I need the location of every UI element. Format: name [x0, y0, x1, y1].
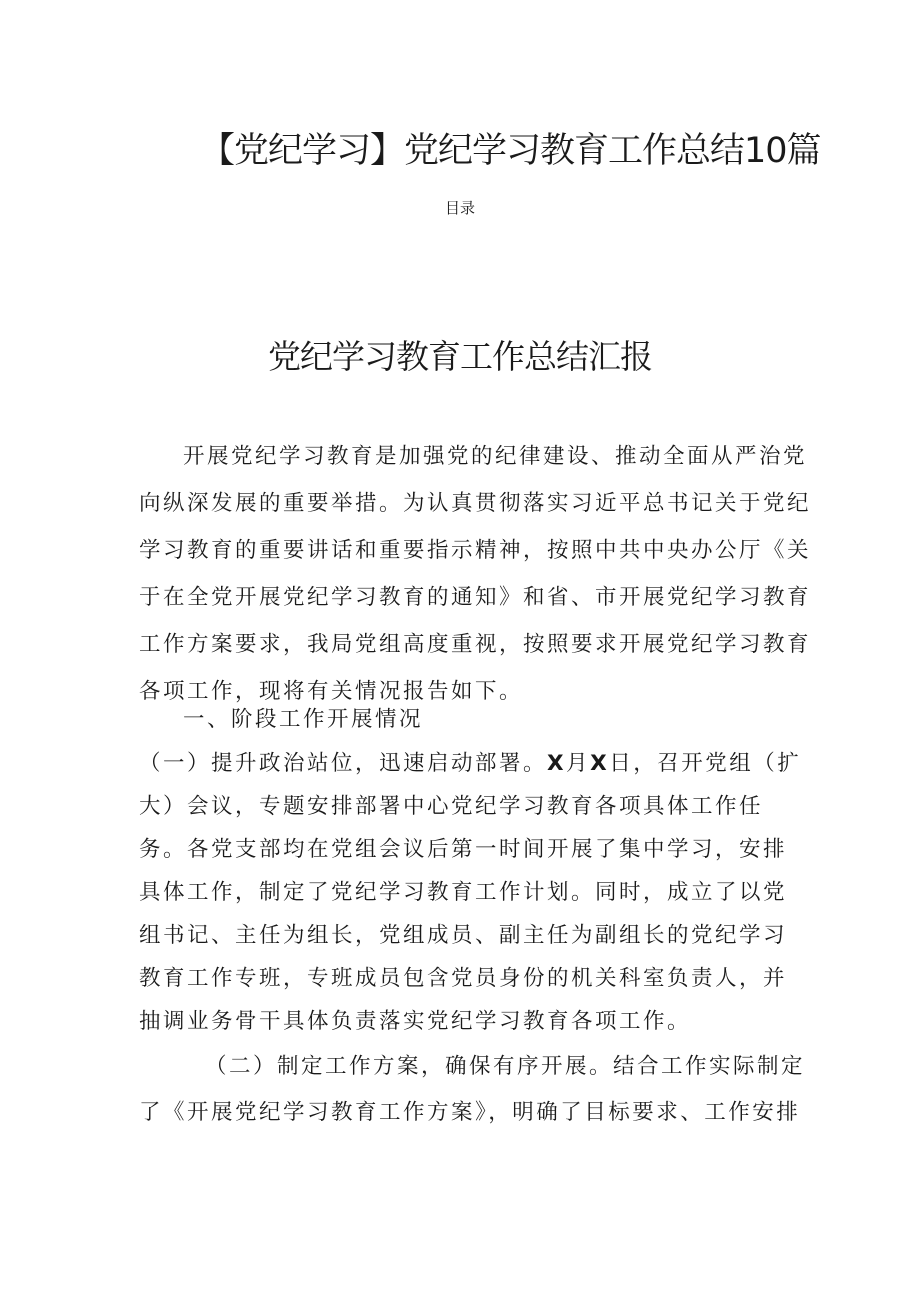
main-title: 【党纪学习】党纪学习教育工作总结10篇 — [200, 131, 821, 171]
section-title: 党纪学习教育工作总结汇报 — [268, 337, 652, 376]
paragraph-line: 工作方案要求，我局党组高度重视，按照要求开展党纪学习教育 — [139, 632, 812, 657]
paragraph-line: 务。各党支部均在党组会议后第一时间开展了集中学习，安排 — [139, 837, 788, 862]
section-heading: 一、阶段工作开展情况 — [183, 707, 424, 732]
paragraph-text: 日，召开党组（扩 — [609, 751, 802, 776]
paragraph-line: 开展党纪学习教育是加强党的纪律建设、推动全面从严治党 — [183, 444, 808, 469]
paragraph-line: 抽调业务骨干具体负责落实党纪学习教育各项工作。 — [139, 1009, 692, 1034]
paragraph-line: 学习教育的重要讲话和重要指示精神，按照中共中央办公厅《关 — [139, 538, 812, 563]
paragraph-line: 向纵深发展的重要举措。为认真贯彻落实习近平总书记关于党纪 — [139, 491, 812, 516]
paragraph-line: 大）会议，专题安排部署中心党纪学习教育各项具体工作任 — [139, 794, 764, 819]
toc-label: 目录 — [444, 199, 475, 217]
paragraph-text: 月 — [566, 751, 591, 776]
placeholder-x: X — [590, 751, 610, 776]
paragraph-line — [139, 744, 801, 784]
paragraph-line: 教育工作专班，专班成员包含党员身份的机关科室负责人，并 — [139, 966, 788, 991]
paragraph-line: 于在全党开展党纪学习教育的通知》和省、市开展党纪学习教育 — [139, 585, 812, 610]
paragraph-line: 组书记、主任为组长，党组成员、副主任为副组长的党纪学习 — [139, 923, 788, 948]
paragraph-line: （二）制定工作方案，确保有序开展。结合工作实际制定 — [205, 1054, 806, 1079]
paragraph-line: 各项工作，现将有关情况报告如下。 — [139, 679, 524, 704]
paragraph-line: 了《开展党纪学习教育工作方案》，明确了目标要求、工作安排 — [139, 1100, 801, 1125]
placeholder-x: X — [547, 751, 567, 776]
paragraph-line: 具体工作，制定了党纪学习教育工作计划。同时，成立了以党 — [139, 880, 788, 905]
paragraph-text: （一）提升政治站位，迅速启动部署。 — [139, 751, 548, 776]
